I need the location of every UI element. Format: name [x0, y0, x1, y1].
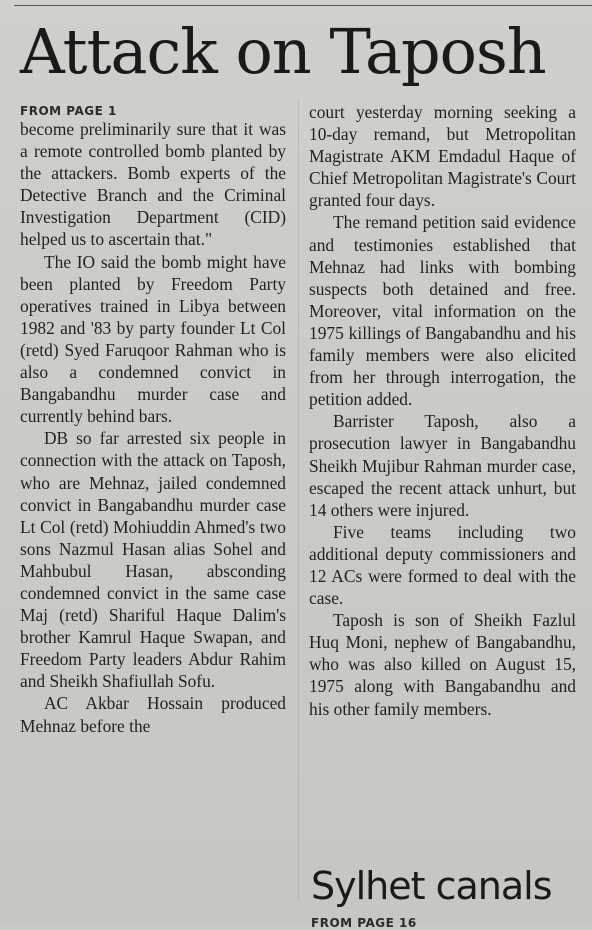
right-paragraph-1: court yesterday morning seeking a 10-day remand, but Metropolitan Magistrate AKM Emdadul Haque of Chief Metropolitan Magistrate's Court granted four days. — [309, 102, 576, 211]
column-divider — [298, 101, 299, 901]
left-paragraph-2: The IO said the bomb might have been planted by Freedom Party operatives trained in Libya between 1982 and '83 by party founder Lt Col (retd) Syed Faruqoor Rahman who is also a condemned convict in Bangabandhu murder case and currently behind bars. — [20, 251, 286, 427]
top-rule — [14, 5, 592, 6]
right-paragraph-3: Barrister Taposh, also a prosecution lawyer in Bangabandhu Sheikh Mujibur Rahman murder case, escaped the recent attack unhurt, but 14 others were injured. — [309, 411, 576, 520]
next-article-headline: Sylhet canals — [311, 864, 552, 908]
left-paragraph-4: AC Akbar Hossain produced Mehnaz before the — [20, 693, 286, 736]
right-paragraph-2: The remand petition said evidence and testimonies established that Mehnaz had links with bombing suspects both detained and free. Moreover, vital information on the 1975 killings of Bangabandhu and his family members were also elicited from her through interrogation, the petition added. — [309, 212, 576, 410]
article-headline: Attack on Taposh — [20, 15, 546, 88]
left-paragraph-1: become preliminarily sure that it was a remote controlled bomb planted by the attackers. Bomb experts of the Detective Branch and the Criminal Investigation Department (CID) helped us to ascertain that." — [20, 119, 286, 250]
continuation-kicker: FROM PAGE 1 — [20, 104, 117, 118]
next-article-kicker: FROM PAGE 16 — [311, 916, 417, 930]
right-paragraph-5: Taposh is son of Sheikh Fazlul Huq Moni, nephew of Bangabandhu, who was also killed on August 15, 1975 along with Bangabandhu and his other family members. — [309, 610, 576, 719]
left-paragraph-3: DB so far arrested six people in connection with the attack on Taposh, who are Mehnaz, jailed condemned convict in Bangabandhu murder case Lt Col (retd) Mohiuddin Ahmed's two sons Nazmul Hasan alias Sohel and Mahbubul Hasan, absconding condemned convict in the same case Maj (retd) Shariful Haque Dalim's brother Kamrul Haque Swapan, and Freedom Party leaders Abdur Rahim and Sheikh Shafiullah Sofu. — [20, 428, 286, 692]
right-column — [309, 101, 576, 720]
left-column — [20, 101, 286, 737]
right-paragraph-4: Five teams including two additional deputy commissioners and 12 ACs were formed to deal with the case. — [309, 521, 576, 609]
